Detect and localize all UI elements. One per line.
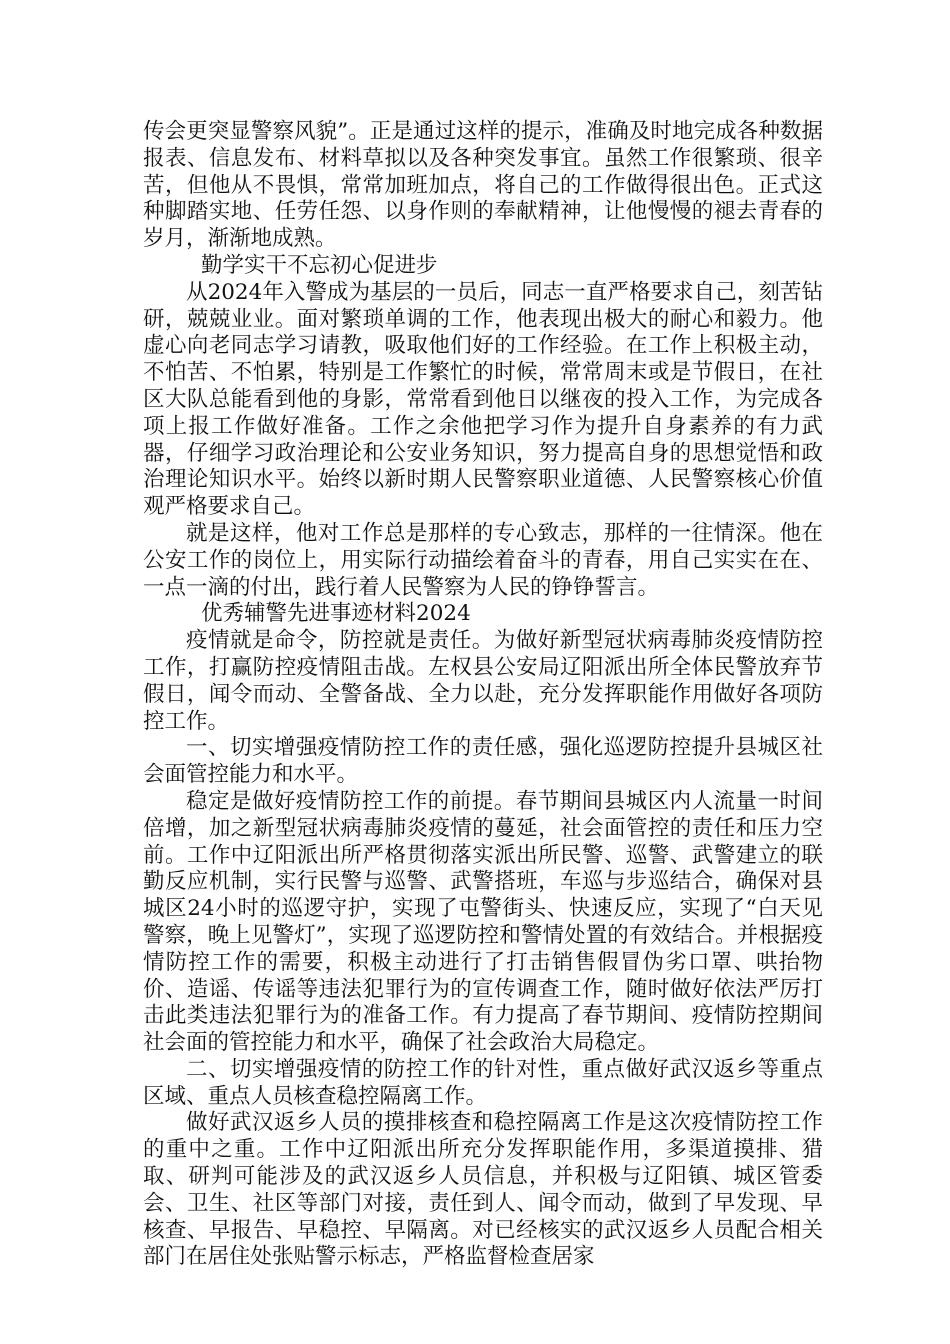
paragraph-5: 一、切实增强疫情防控工作的责任感，强化巡逻防控提升县城区社会面管控能力和水平。 — [143, 735, 823, 788]
paragraph-8: 做好武汉返乡人员的摸排核查和稳控隔离工作是这次疫情防控工作的重中之重。工作中辽阳派出所充分发挥职能作用，多渠道摸排、猎取、研判可能涉及的武汉返乡人员信息，并积极与辽阳镇、城区管委会、卫生、社区等部门对接，责任到人、闻令而动，做到了早发现、早核查、早报告、早稳控、早隔离。对已经核实的武汉返乡人员配合相关部门在居住处张贴警示标志，严格监督检查居家 — [143, 1110, 823, 1270]
paragraph-2: 从2024年入警成为基层的一员后，同志一直严格要求自己，刻苦钻研，兢兢业业。面对繁琐单调的工作，他表现出极大的耐心和毅力。他虚心向老同志学习请教，吸取他们好的工作经验。在工作上积极主动，不怕苦、不怕累，特别是工作繁忙的时候，常常周末或是节假日，在社区大队总能看到他的身影，常常看到他日以继夜的投入工作，为完成各项上报工作做好准备。工作之余他把学习作为提升自身素养的有力武器，仔细学习政治理论和公安业务知识，努力提高自身的思想觉悟和政治理论知识水平。始终以新时期人民警察职业道德、人民警察核心价值观严格要求自己。 — [143, 279, 823, 520]
paragraph-6: 稳定是做好疫情防控工作的前提。春节期间县城区内人流量一时间倍增，加之新型冠状病毒肺炎疫情的蔓延，社会面管控的责任和压力空前。工作中辽阳派出所严格贯彻落实派出所民警、巡警、武警建立的联勤反应机制，实行民警与巡警、武警搭班，车巡与步巡结合，确保对县城区24小时的巡逻守护，实现了屯警街头、快速反应，实现了“白天见警察，晚上见警灯”，实现了巡逻防控和警情处置的有效结合。并根据疫情防控工作的需要，积极主动进行了打击销售假冒伪劣口罩、哄抬物价、造谣、传谣等违法犯罪行为的宣传调查工作，随时做好依法严厉打击此类违法犯罪行为的准备工作。有力提高了春节期间、疫情防控期间社会面的管控能力和水平，确保了社会政治大局稳定。 — [143, 788, 823, 1056]
section-heading-auxiliary-police: 优秀辅警先进事迹材料2024 — [201, 601, 471, 627]
paragraph-4: 疫情就是命令，防控就是责任。为做好新型冠状病毒肺炎疫情防控工作，打赢防控疫情阻击战。左权县公安局辽阳派出所全体民警放弃节假日，闻令而动、全警备战、全力以赴，充分发挥职能作用做好各项防控工作。 — [143, 628, 823, 734]
paragraph-1: 传会更突显警察风貌”。正是通过这样的提示，准确及时地完成各种数据报表、信息发布、材料草拟以及各种突发事宜。虽然工作很繁琐、很辛苦，但他从不畏惧，常常加班加点，将自己的工作做得很出色。正式这种脚踏实地、任劳任怨、以身作则的奉献精神，让他慢慢的褪去青春的岁月，渐渐地成熟。 — [143, 119, 823, 252]
section-heading-study: 勤学实干不忘初心促进步 — [201, 252, 438, 278]
paragraph-3: 就是这样，他对工作总是那样的专心致志，那样的一往情深。他在公安工作的岗位上，用实际行动描绘着奋斗的青春，用自己实实在在、一点一滴的付出，践行着人民警察为人民的铮铮誓言。 — [143, 520, 823, 600]
document-body — [143, 119, 823, 1271]
paragraph-7: 二、切实增强疫情的防控工作的针对性，重点做好武汉返乡等重点区域、重点人员核查稳控隔离工作。 — [143, 1056, 823, 1109]
